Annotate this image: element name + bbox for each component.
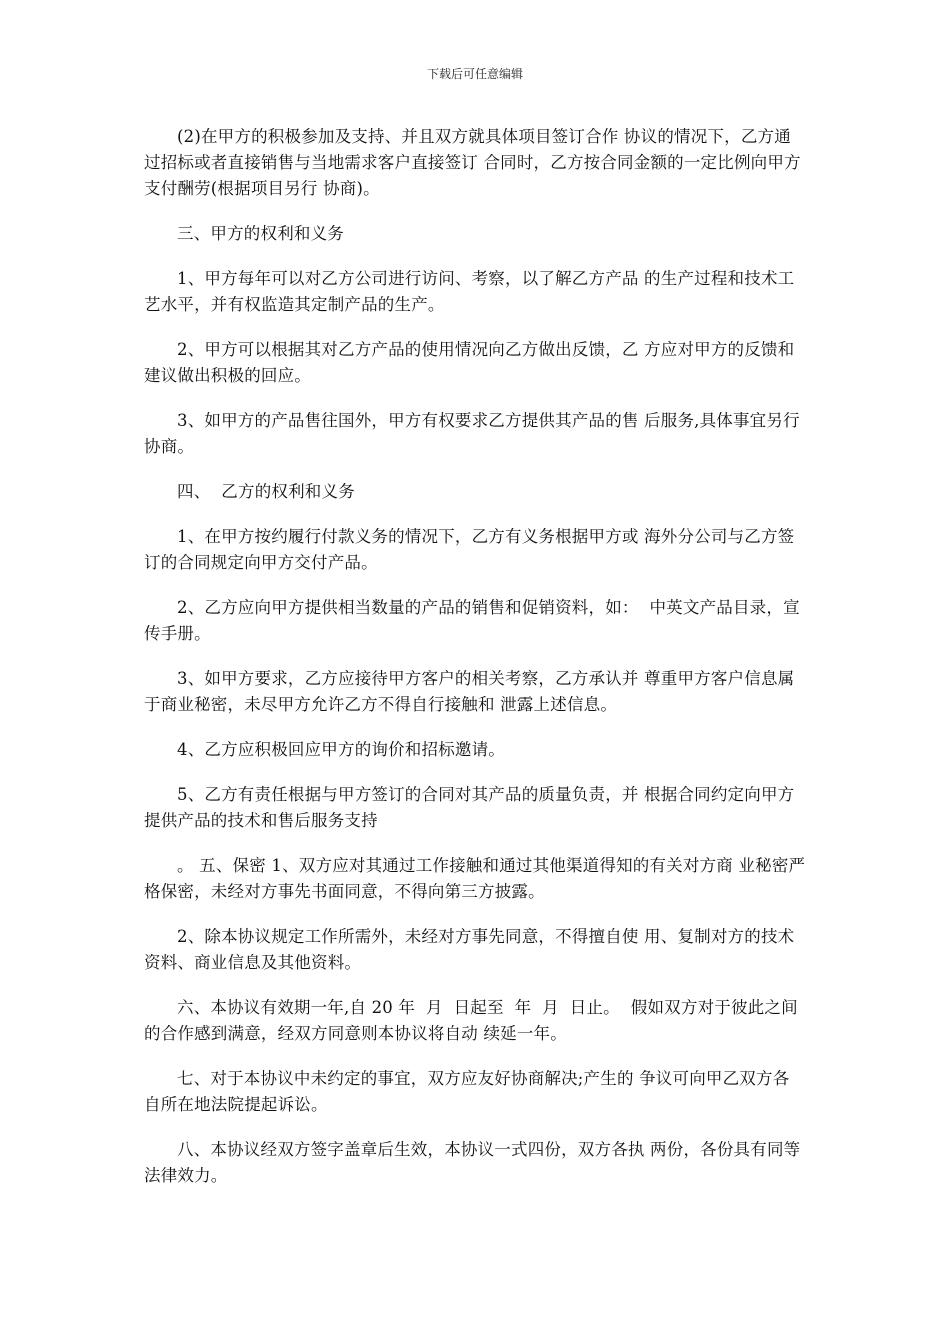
paragraph-dispute-resolution: 七、对于本协议中未约定的事宜，双方应友好协商解决;产生的 争议可向甲乙双方各自所在地法院提起诉讼。 [144,1069,790,1114]
section-heading-party-b-rights: 四、 乙方的权利和义务 [177,482,355,501]
paragraph-payment-terms: (2)在甲方的积极参加及支持、并且双方就具体项目签订合作 协议的情况下，乙方通过招标或者直接销售与当地需求客户直接签订 合同时，乙方按合同金额的一定比例向甲方支付酬劳(根据项目另行 协商)。 [144,127,801,198]
paragraph-party-b-right-5: 5、乙方有责任根据与甲方签订的合同对其产品的质量负责，并 根据合同约定向甲方提供产品的技术和售后服务支持 [144,785,795,830]
section-heading-party-a-rights: 三、甲方的权利和义务 [177,224,344,243]
paragraph-party-a-right-3: 3、如甲方的产品售往国外，甲方有权要求乙方提供其产品的售 后服务,具体事宜另行协商。 [144,411,800,456]
paragraph-confidentiality-2: 2、除本协议规定工作所需外，未经对方事先同意，不得擅自使 用、复制对方的技术资料、商业信息及其他资料。 [144,927,795,972]
paragraph-validity-period: 六、本协议有效期一年,自 20 年 月 日起至 年 月 日止。 假如双方对于彼此之间的合作感到满意，经双方同意则本协议将自动 续延一年。 [144,998,798,1043]
paragraph-party-b-right-3: 3、如甲方要求，乙方应接待甲方客户的相关考察，乙方承认并 尊重甲方客户信息属于商业秘密，未尽甲方允许乙方不得自行接触和 泄露上述信息。 [144,669,795,714]
paragraph-party-b-right-2: 2、乙方应向甲方提供相当数量的产品的销售和促销资料，如： 中英文产品目录，宣传手册。 [144,598,800,643]
paragraph-effectiveness: 八、本协议经双方签字盖章后生效，本协议一式四份，双方各执 两份，各份具有同等法律效力。 [144,1140,801,1185]
document-body [144,124,806,1208]
paragraph-confidentiality-1: 。 五、保密 1、双方应对其通过工作接触和通过其他渠道得知的有关对方商 业秘密严格保密，未经对方事先书面同意，不得向第三方披露。 [144,856,806,901]
paragraph-party-b-right-1: 1、在甲方按约履行付款义务的情况下，乙方有义务根据甲方或 海外分公司与乙方签订的合同规定向甲方交付产品。 [144,527,795,572]
paragraph-party-b-right-4: 4、乙方应积极回应甲方的询价和招标邀请。 [177,740,505,759]
page-header: 下载后可任意编辑 [426,67,523,81]
paragraph-party-a-right-2: 2、甲方可以根据其对乙方产品的使用情况向乙方做出反馈，乙 方应对甲方的反馈和建议做出积极的回应。 [144,340,795,385]
paragraph-party-a-right-1: 1、甲方每年可以对乙方公司进行访问、考察，以了解乙方产品 的生产过程和技术工艺水平，并有权监造其定制产品的生产。 [144,269,795,314]
